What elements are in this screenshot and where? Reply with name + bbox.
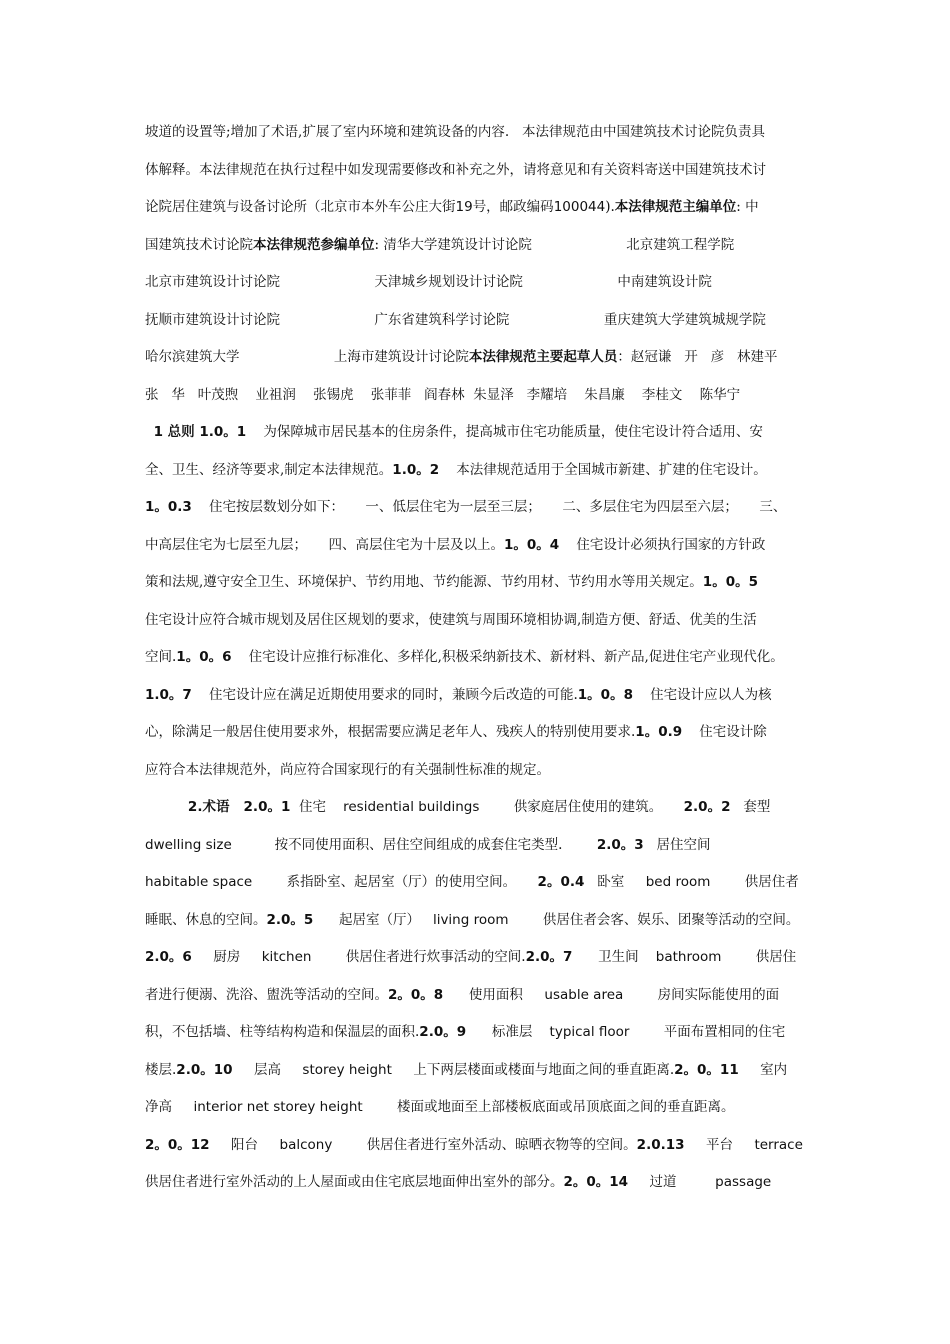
text-segment: 张 华 叶茂煦 业祖润 张锡虎 张菲菲 阎春林 朱显泽 李耀培 朱昌廉 李桂文 陈华宁 [145, 386, 741, 403]
text-line [145, 1135, 817, 1173]
text-line [145, 572, 817, 610]
text-segment: 住宅设计应以人为核 [632, 686, 772, 703]
bold-heading-segment: 1.0。7 [145, 686, 192, 703]
text-segment: 楼层. [145, 1061, 177, 1078]
bold-heading-segment: 2.0。2 [683, 799, 731, 815]
bold-heading-segment: 2。0。8 [388, 986, 444, 1003]
bold-heading-segment: 2.0。7 [525, 949, 573, 965]
text-segment: 卫生间 [572, 949, 656, 965]
text-segment: 北京市建筑设计讨论院 天津城乡规划设计讨论院 中南建筑设计院 [145, 274, 712, 290]
bold-heading-segment: 2.0。10 [176, 1061, 233, 1078]
text-segment: 住宅按层数划分如下： 一、低层住宅为一层至三层； 二、多层住宅为四层至六层； 三、 [191, 499, 787, 515]
text-segment: 为保障城市居民基本的住房条件，提高城市住宅功能质量，使住宅设计符合适用、安 [246, 424, 763, 440]
bold-heading-segment: 本法律规范主要起草人员 [468, 349, 618, 365]
text-segment: 层高 [232, 1061, 303, 1078]
text-line [145, 235, 817, 273]
english-term-segment: balcony [279, 1136, 333, 1153]
text-segment: 中高层住宅为七层至九层； 四、高层住宅为十层及以上。 [145, 536, 504, 553]
bold-heading-segment: 2。0。11 [674, 1061, 739, 1078]
text-segment [145, 799, 188, 815]
text-segment: 卧室 [584, 874, 646, 890]
bold-heading-segment: 1 总则 1.0。1 [153, 424, 247, 440]
english-term-segment: 19 [455, 199, 473, 215]
text-segment: 心，除满足一般居住使用要求外，根据需要应满足老年人、残疾人的特别使用要求. [145, 724, 636, 740]
bold-heading-segment: 2.0。3 [596, 836, 644, 853]
bold-heading-segment: 1。0。5 [702, 574, 758, 590]
text-segment: 阳台 [209, 1136, 280, 1153]
text-segment: 住宅设计除 [682, 724, 767, 740]
text-segment: 本法律规范适用于全国城市新建、扩建的住宅设计。 [439, 461, 767, 478]
text-segment: 供居住者进行炊事活动的空间. [311, 949, 526, 965]
text-segment: : 清华大学建筑设计讨论院 北京建筑工程学院 [374, 236, 735, 253]
text-line [145, 310, 817, 348]
text-segment: 论院居住建筑与设备讨论所（北京市本外车公庄大街 [145, 199, 456, 215]
text-segment: 抚顺市建筑设计讨论院 广东省建筑科学讨论院 重庆建筑大学建筑城规学院 [145, 311, 766, 328]
text-line [145, 385, 817, 423]
english-term-segment: terrace [754, 1136, 803, 1153]
text-segment: 坡道的设置等;增加了术语,扩展了室内环境和建筑设备的内容. 本法律规范由中国建筑技术讨论院负责具 [145, 124, 766, 140]
text-segment: 系指卧室、起居室（厅）的使用空间。 [252, 874, 538, 890]
text-line [145, 685, 817, 723]
text-segment: 者进行便溺、洗浴、盥洗等活动的空间。 [145, 986, 388, 1003]
text-segment: 住宅设计必须执行国家的方针政 [559, 536, 766, 553]
text-segment: 住宅设计应推行标准化、多样化,积极采纳新技术、新材料、新产品,促进住宅产业现代化。 [231, 649, 784, 665]
bold-heading-segment: 2.0。5 [266, 911, 314, 928]
text-segment: 净高 [145, 1099, 194, 1115]
bold-heading-segment: 2。0。12 [145, 1136, 210, 1153]
text-segment: 住宅设计应符合城市规划及居住区规划的要求，使建筑与周围环境相协调,制造方便、舒适、优美的生活 [145, 611, 757, 628]
bold-heading-segment: 1.0。2 [392, 461, 440, 478]
text-segment: 供居住者会客、娱乐、团聚等活动的空间。 [508, 911, 800, 928]
bold-heading-segment: 2.0.13 [636, 1136, 685, 1153]
bold-heading-segment: 1。0.9 [635, 724, 683, 740]
english-term-segment: habitable space [145, 874, 253, 890]
english-term-segment: 100044 [553, 199, 606, 215]
text-line [145, 197, 817, 235]
text-segment: ：赵冠谦 开 彦 林建平 [617, 349, 778, 365]
text-line [145, 872, 817, 910]
text-line [145, 422, 817, 460]
text-segment: 供居住者进行室外活动的上人屋面或由住宅底层地面伸出室外的部分。 [145, 1174, 564, 1190]
english-term-segment: storey height [302, 1061, 392, 1078]
document-body [145, 122, 817, 1210]
text-segment: 厨房 [191, 949, 262, 965]
bold-heading-segment: 2.0。9 [419, 1024, 467, 1040]
text-line [145, 1060, 817, 1098]
text-segment: 标准层 [466, 1024, 550, 1040]
english-term-segment: interior net storey height [193, 1099, 363, 1115]
text-segment: 空间. [145, 649, 177, 665]
text-segment: 平面布置相同的住宅 [629, 1024, 786, 1040]
text-segment: 平台 [684, 1136, 755, 1153]
text-line [145, 460, 817, 498]
text-line [145, 947, 817, 985]
bold-heading-segment: 2。0.4 [537, 874, 585, 890]
text-line [145, 535, 817, 573]
english-term-segment: bathroom [655, 949, 722, 965]
english-term-segment: living room [432, 911, 509, 928]
bold-heading-segment: 1。0.3 [145, 499, 192, 515]
text-segment: 起居室（厅） [313, 911, 433, 928]
text-line [145, 722, 817, 760]
bold-heading-segment: 1。0。6 [176, 649, 232, 665]
bold-heading-segment: 2。0。14 [563, 1174, 629, 1190]
text-segment: 应符合本法律规范外，尚应符合国家现行的有关强制性标准的规定。 [145, 761, 550, 778]
text-line [145, 160, 817, 198]
text-segment: 供居住者进行室外活动、晾晒衣物等的空间。 [332, 1136, 637, 1153]
text-segment [145, 424, 154, 440]
text-segment: 供居住 [721, 949, 797, 965]
text-line [145, 797, 817, 835]
english-term-segment: usable area [544, 986, 624, 1003]
english-term-segment: residential buildings [343, 799, 480, 815]
text-segment: 国建筑技术讨论院 [145, 236, 253, 253]
english-term-segment: typical floor [549, 1024, 630, 1040]
text-segment: 使用面积 [443, 986, 545, 1003]
text-segment: 套型 [730, 799, 771, 815]
text-line [145, 835, 817, 873]
bold-heading-segment: 本法律规范参编单位 [253, 236, 375, 253]
english-term-segment: bed room [645, 874, 711, 890]
text-line [145, 347, 817, 385]
text-line [145, 1097, 817, 1135]
text-line [145, 122, 817, 160]
bold-heading-segment: 2.术语 2.0。1 [187, 799, 291, 815]
text-segment: 住宅设计应在满足近期使用要求的同时，兼顾今后改造的可能. [191, 686, 578, 703]
text-segment: 哈尔滨建筑大学 上海市建筑设计讨论院 [145, 349, 469, 365]
bold-heading-segment: 2.0。6 [145, 949, 192, 965]
text-segment: : 中 [736, 199, 759, 215]
english-term-segment: passage [715, 1174, 772, 1190]
text-segment: 号，邮政编码 [472, 199, 554, 215]
text-segment: 按不同使用面积、居住空间组成的成套住宅类型. [231, 836, 597, 853]
bold-heading-segment: 1。0。8 [577, 686, 633, 703]
text-segment: 室内 [738, 1061, 788, 1078]
english-term-segment: dwelling size [145, 836, 232, 853]
text-line [145, 272, 817, 310]
text-segment: 积，不包括墙、柱等结构构造和保温层的面积. [145, 1024, 420, 1040]
text-segment: 楼面或地面至上部楼板底面或吊顶底面之间的垂直距离。 [362, 1099, 735, 1115]
text-line [145, 1022, 817, 1060]
text-line [145, 497, 817, 535]
text-line [145, 760, 817, 798]
text-segment: 全、卫生、经济等要求,制定本法律规范。 [145, 461, 393, 478]
bold-heading-segment: 本法律规范主编单位 [614, 199, 737, 215]
text-line [145, 985, 817, 1023]
text-line [145, 610, 817, 648]
text-segment: ). [605, 199, 615, 215]
text-segment: 体解释。本法律规范在执行过程中如发现需要修改和补充之外，请将意见和有关资料寄送中国建筑技术讨 [145, 161, 766, 178]
text-segment: 策和法规,遵守安全卫生、环境保护、节约用地、节约能源、节约用材、节约用水等用关规定。 [145, 574, 703, 590]
bold-heading-segment: 1。0。4 [503, 536, 560, 553]
text-segment: 过道 [628, 1174, 716, 1190]
text-line [145, 910, 817, 948]
text-segment: 房间实际能使用的面 [623, 986, 780, 1003]
english-term-segment: kitchen [261, 949, 312, 965]
text-segment: 睡眠、休息的空间。 [145, 911, 267, 928]
text-segment: 供家庭居住使用的建筑。 [479, 799, 684, 815]
text-line [145, 1172, 817, 1210]
text-line [145, 647, 817, 685]
text-segment: 住宅 [290, 799, 344, 815]
text-segment: 供居住者 [710, 874, 799, 890]
text-segment: 上下两层楼面或楼面与地面之间的垂直距离. [391, 1061, 675, 1078]
text-segment: 居住空间 [643, 836, 711, 853]
